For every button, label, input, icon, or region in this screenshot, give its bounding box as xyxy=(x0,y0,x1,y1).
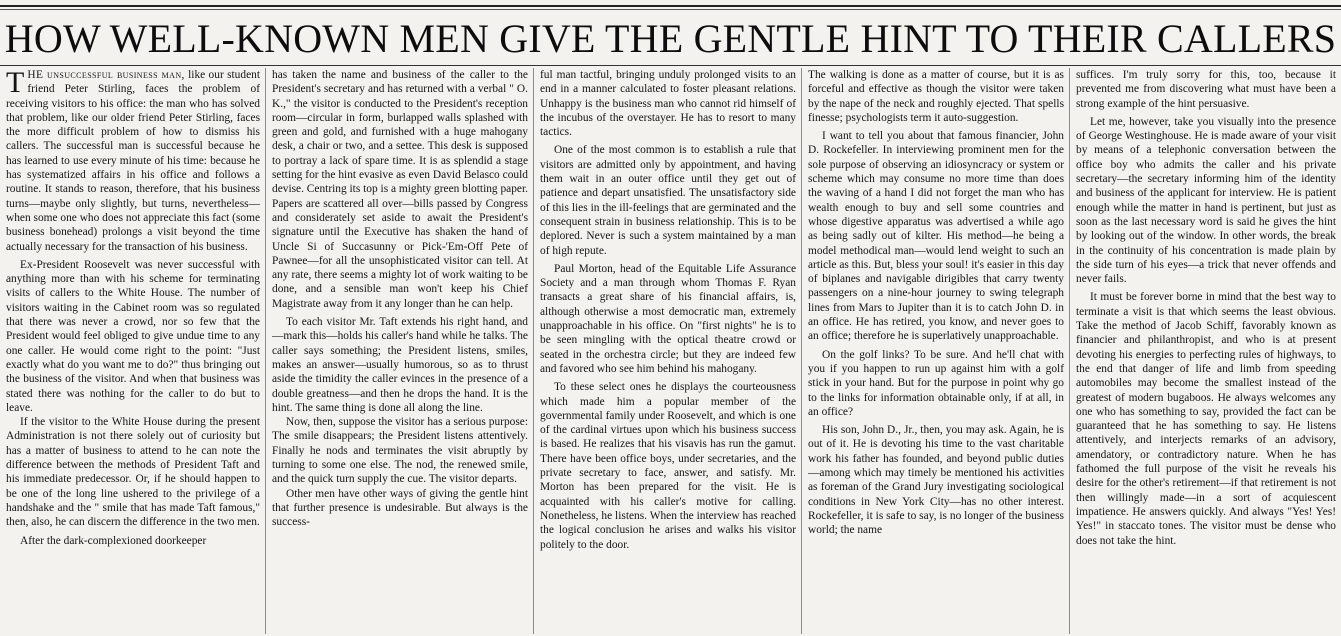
paragraph: Let me, however, take you visually into the presence of George Westinghouse. He is made aware of your visit by means of a telephonic conversation between the office boy who admits the caller and his private secretary—the secretary informing him of the identity and business of the applicant for interview. He is patient enough while the matter in hand is pertinent, but just as soon as the last necessary word is said he gives the hint by looking out of the window. In other words, the break in the continuity of his concentration is made plain by the side turn of his eyes—a trick that never offends and never fails. xyxy=(1076,115,1336,286)
column-5 xyxy=(1070,68,1341,634)
column-1 xyxy=(0,68,266,634)
paragraph: On the golf links? To be sure. And he'll chat with you if you happen to run up against him with a golf stick in your hand. But for the purpose in point why go to the links for information obtainable only, if at all, in an office? xyxy=(808,348,1064,418)
paragraph: It must be forever borne in mind that the best way to terminate a visit is that which seems the least obvious. Take the method of Jacob Schiff, favorably known as financier and philanthropist, and who is at present devoting his energies to perfecting rules of highways, to the end that danger of life and limb from speeding automobiles may become the smallest instead of the greatest of modern bugaboos. He always welcomes any one who has something to say, provided the fact can be guaranteed that he has something to say. He listens attentively, and interjects remarks of an advisory, amendatory, or contradictory nature. When he has fathomed the full purpose of the visit he reveals his desire for the other's retirement—if that retirement is not then willingly made—in a sort of acquiescent impatience. He answers quickly. And always "Yes! Yes! Yes!" in staccato tones. The visitor must be dense who does not take the hint. xyxy=(1076,291,1336,547)
paragraph-text: like our student friend Peter Stirling, faces the problem of receiving visitors to his office: the man who has solved that problem, like our older friend Peter Stirling, faces the more difficult problem of how to dismiss his callers. The successful man is successful because he has learned to use every minute of his time: because he has systematized affairs in his office and follows a routine. It stands to reason, therefore, that his business turns—maybe only slightly, but turns, nevertheless—when some one who does not appreciate this fact (some business bonehead) prolongs a visit beyond the time actually necessary for the transaction of his business. xyxy=(6,69,260,253)
column-2 xyxy=(266,68,534,634)
headline: HOW WELL-KNOWN MEN GIVE THE GENTLE HINT TO THEIR CALLERS xyxy=(4,16,1337,61)
paragraph: Other men have other ways of giving the gentle hint that further presence is undesirable. But always is the success- xyxy=(272,487,528,529)
top-rule-thin xyxy=(0,9,1341,10)
paragraph: One of the most common is to establish a rule that visitors are admitted only by appointment, and having them wait in an outer office until they get out of patience and depart unsatisfied. The unsatisfactory side of this lies in the ill-feelings that are germinated and the consequent strain in business relationship. This is to be deplored. Never is such a system maintained by a man of high repute. xyxy=(540,144,796,257)
paragraph: To each visitor Mr. Taft extends his right hand, and—mark this—holds his caller's hand while he talks. The caller says something; the President listens, smiles, makes an answer—usually humorous, so as to thrust aside the timidity the caller evinces in the presence of a double greatness—and then he drops the hand. It is the hint. The same thing is done all along the line. xyxy=(272,316,528,414)
paragraph xyxy=(6,68,260,254)
paragraph: Ex-President Roosevelt was never successful with anything more than with his scheme for terminating visits of callers to the White House. The number of visitors waiting in the Cabinet room was so regulated that there was never a crowd, nor so few that the President would feel obliged to give undue time to any one caller. He would come right to the point: "Just exactly what do you want me to do?" thus bringing out the business of the visitor. And when that business was stated there was nothing for the caller to do but to leave. xyxy=(6,258,260,414)
paragraph: The walking is done as a matter of course, but it is as forceful and effective as though the visitor were taken by the nape of the neck and roughly ejected. That spells finesse; psychologists term it auto-suggestion. xyxy=(808,69,1064,124)
paragraph: To these select ones he displays the courteousness which made him a popular member of the governmental family under Roosevelt, and which is one of the cardinal virtues upon which his business success is based. He realizes that his visavis has run the gamut. There have been office boys, under secretaries, and the private secretary to face, answer, and satisfy. Mr. Morton has been prepared for the visit. He is acquainted with his caller's motive for calling. Nonetheless, he listens. When the interview has reached the logical conclusion he arises and walks his visitor politely to the door. xyxy=(540,381,796,551)
paragraph: Paul Morton, head of the Equitable Life Assurance Society and a man through whom Thomas F. Ryan transacts a great share of his financial affairs, is, although otherwise a most democratic man, extremely unapproachable in his office. On "first nights" he is to be seen mingling with the optical theatre crowd or seated in the orchestra circle; but they are indeed few and favored who see him behind his mahogany. xyxy=(540,262,796,375)
paragraph: His son, John D., Jr., then, you may ask. Again, he is out of it. He is devoting his time to the vast charitable work his father has founded, and beyond public duties—among which may timely be mentioned his activities as foreman of the Grand Jury investigating sociological conditions in New York City—has no other interest. Rockefeller, it is safe to say, is no longer of the business world; the name xyxy=(808,424,1064,537)
paragraph: After the dark-complexioned doorkeeper xyxy=(20,534,207,547)
top-rule xyxy=(0,5,1341,7)
paragraph: I want to tell you about that famous financier, John D. Rockefeller. In interviewing prominent men for the sole purpose of observing an idiosyncracy or system or scheme which may consume no more time than does the waving of a hand I did not forget the man who has wealth enough to buy and sell some countries and whose digestive apparatus was advertised a while ago as being sadly out of kilter. His method—he being a model methodical man—would lend weight to such an article as this. But, bless your soul! it's easier in this day of biplanes and navigable dirigibles that carry twenty passengers on a nine-hour journey to swing telegraph lines from Mars to Jupiter than it is to catch John D. in an office. He has retired, you know, and never goes to an office; therefore he is superlatively unapproachable. xyxy=(808,130,1064,343)
lead-in: HE unsuccessful business man, xyxy=(27,69,185,81)
paragraph: If the visitor to the White House during the present Administration is not there solely out of curiosity but has a matter of business to attend to he can note the difference between the methods of President Taft and his immediate predecessor. Or, if he should happen to be one of the long line ushered to the privilege of a handshake and the " smile that has made Taft famous," then, also, he can discern the difference in the two men. xyxy=(6,416,260,529)
drop-cap: T xyxy=(6,68,25,99)
headline-rule xyxy=(0,65,1341,66)
column-4 xyxy=(802,68,1070,634)
paragraph: suffices. I'm truly sorry for this, too, because it prevented me from discovering what must have been a strong example of the hint persuasive. xyxy=(1076,69,1336,110)
paragraph: has taken the name and business of the caller to the President's secretary and has returned with a verbal " O. K.," the visitor is conducted to the President's reception room—circular in form, burlapped walls splashed with green and gold, and furnished with a huge mahogany desk, a chair or two, and a settee. This desk is supposed to portray a lack of spare time. It is as splendid a stage setting for the hint evasive as even David Belasco could devise. Centring its top is a mighty green blotting paper. Papers are scattered all over—bills passed by Congress and considerately set aside to await the President's signature until the Executive has shaken the hand of Uncle Si of Succasunny or Pick-'Em-Off Pete of Pawnee—for all the unsophisticated visitor can tell. At any rate, there seems a mighty lot of work waiting to be done, and a sensible man won't keep his Chief Magistrate away from it any longer than he can help. xyxy=(272,69,528,310)
article-columns xyxy=(0,68,1341,634)
paragraph: Now, then, suppose the visitor has a serious purpose: The smile disappears; the President listens attentively. Finally he nods and terminates the visit abruptly by turning to some one else. The nod, the renewed smile, and the quick turn supply the cue. The visitor departs. xyxy=(272,416,528,486)
paragraph: ful man tactful, bringing unduly prolonged visits to an end in a manner calculated to foster pleasant relations. Unhappy is the business man who cannot rid himself of the incubus of the overstayer. He has to resort to many tactics. xyxy=(540,69,796,139)
column-3 xyxy=(534,68,802,634)
